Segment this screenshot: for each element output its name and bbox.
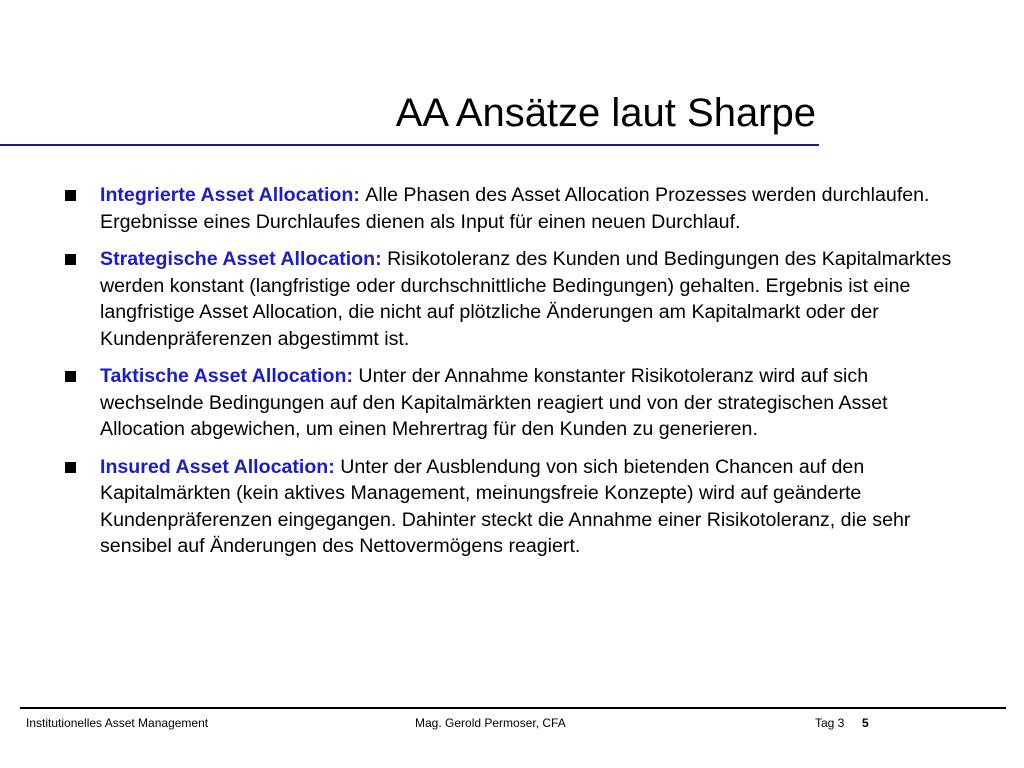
- bullet-text: Alle Phasen des Asset Allocation Prozesses werden durchlaufen. Ergebnisse eines Durchlaufes dienen als Input für einen neuen Durchlauf.: [100, 184, 930, 233]
- bullet-list: [62, 182, 962, 571]
- bullet-text: Risikotoleranz des Kunden und Bedingungen des Kapitalmarktes werden konstant (langfristige oder durchschnittliche Bedingungen) gehalten. Ergebnis ist eine langfristige Asset Allocation, die nicht auf plötzliche Änderungen am Kapitalmarkt oder der Kundenpräferenzen abgestimmt ist.: [100, 248, 952, 350]
- title-underline: [0, 144, 819, 146]
- square-bullet-icon: [65, 254, 76, 265]
- square-bullet-icon: [65, 371, 76, 382]
- footer-course: Institutionelles Asset Management: [26, 716, 209, 730]
- bullet-term: Strategische Asset Allocation:: [100, 248, 388, 270]
- footer-divider: [20, 707, 1006, 709]
- footer-author: Mag. Gerold Permoser, CFA: [415, 716, 566, 730]
- footer-day: Tag 3: [815, 716, 845, 730]
- bullet-term: Taktische Asset Allocation:: [100, 365, 359, 387]
- square-bullet-icon: [65, 462, 76, 473]
- slide-title: AA Ansätze laut Sharpe: [395, 91, 816, 135]
- bullet-text: Unter der Annahme konstanter Risikotoleranz wird auf sich wechselnde Bedingungen auf den Kapitalmärkten reagiert und von der strategischen Asset Allocation abgewichen, um einen Mehrertrag für den Kunden zu generieren.: [100, 365, 888, 440]
- bullet-text: Unter der Ausblendung von sich bietenden Chancen auf den Kapitalmärkten (kein aktives Management, meinungsfreie Konzepte) wird auf geänderte Kundenpräferenzen eingegangen. Dahinter steckt die Annahme einer Risikotoleranz, die sehr sensibel auf Änderungen des Nettovermögens reagiert.: [100, 455, 911, 557]
- square-bullet-icon: [65, 190, 76, 201]
- page-number: 5: [862, 716, 869, 730]
- bullet-term: Insured Asset Allocation:: [100, 455, 341, 478]
- bullet-item-integrated: [62, 182, 962, 235]
- bullet-term: Integrierte Asset Allocation:: [100, 184, 366, 206]
- bullet-item-tactical: [62, 363, 962, 443]
- bullet-item-strategic: [62, 246, 962, 352]
- bullet-item-insured: [62, 454, 962, 560]
